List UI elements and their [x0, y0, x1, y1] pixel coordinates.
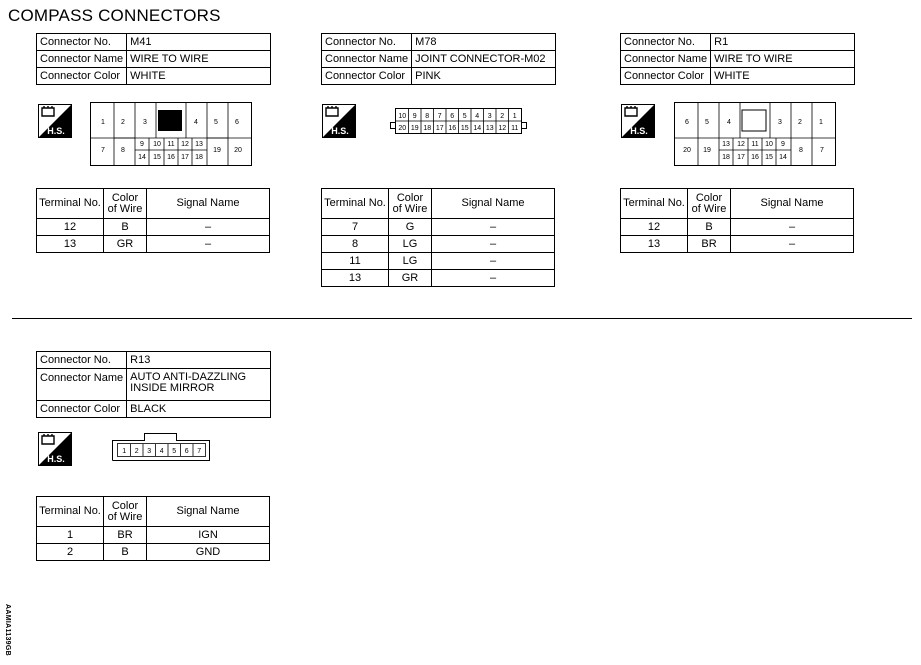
- table-row: [322, 219, 555, 236]
- pin-17: 17: [181, 154, 189, 161]
- pin-4: 4: [727, 119, 731, 126]
- terminal-table-r13: [36, 496, 270, 561]
- signal-name: –: [147, 236, 270, 253]
- pin-11: 11: [751, 141, 759, 148]
- connector-info-r13: [36, 351, 271, 418]
- pin-1: 1: [819, 119, 823, 126]
- signal-name: –: [432, 219, 555, 236]
- pin-18: 18: [195, 154, 203, 161]
- header-color-of-wire: Color of Wire: [104, 497, 147, 527]
- label-connector-no: Connector No.: [322, 34, 412, 51]
- table-row: [322, 236, 555, 253]
- table-row: [322, 253, 555, 270]
- pin-9: 9: [412, 113, 417, 120]
- pin-5: 5: [172, 448, 177, 455]
- wire-color: G: [389, 219, 432, 236]
- connector-no-value: M41: [127, 34, 271, 51]
- pin-6: 6: [450, 113, 455, 120]
- connector-name-value: WIRE TO WIRE: [711, 51, 855, 68]
- pin-15: 15: [460, 125, 469, 132]
- pin-8: 8: [121, 147, 125, 154]
- terminal-no: 7: [322, 219, 389, 236]
- label-connector-color: Connector Color: [37, 401, 127, 418]
- header-terminal-no: Terminal No.: [621, 189, 688, 219]
- header-terminal-no: Terminal No.: [37, 189, 104, 219]
- table-row: [322, 270, 555, 287]
- pin-7: 7: [101, 147, 105, 154]
- label-connector-no: Connector No.: [621, 34, 711, 51]
- pin-20: 20: [234, 147, 242, 154]
- pin-7: 7: [437, 113, 442, 120]
- header-color-of-wire: Color of Wire: [389, 189, 432, 219]
- pin-12: 12: [498, 125, 507, 132]
- harness-side-icon: [38, 104, 72, 138]
- pin-12: 12: [181, 141, 189, 148]
- pin-8: 8: [799, 147, 803, 154]
- harness-side-icon: [38, 432, 72, 466]
- connector-no-value: R13: [127, 352, 271, 369]
- pin-5: 5: [462, 113, 467, 120]
- connector-name-value: [127, 369, 271, 401]
- pin-2: 2: [121, 119, 125, 126]
- terminal-table-r1: [620, 188, 854, 253]
- label-connector-name: Connector Name: [621, 51, 711, 68]
- terminal-no: 8: [322, 236, 389, 253]
- connector-info-m41: [36, 33, 271, 85]
- wire-color: BR: [688, 236, 731, 253]
- pin-10: 10: [153, 141, 161, 148]
- wire-color: B: [688, 219, 731, 236]
- pin-16: 16: [167, 154, 175, 161]
- figure-code: AAMIA1139GB: [4, 604, 11, 656]
- connector-key: [158, 110, 182, 131]
- table-row: [37, 219, 270, 236]
- header-terminal-no: Terminal No.: [37, 497, 104, 527]
- pin-1: 1: [101, 119, 105, 126]
- label-connector-color: Connector Color: [322, 68, 412, 85]
- connector-color-value: PINK: [412, 68, 556, 85]
- pin-1: 1: [512, 113, 517, 120]
- pin-19: 19: [703, 147, 711, 154]
- signal-name: –: [432, 270, 555, 287]
- label-connector-no: Connector No.: [37, 352, 127, 369]
- harness-side-icon: [322, 104, 356, 138]
- wire-color: GR: [104, 236, 147, 253]
- pin-6: 6: [685, 119, 689, 126]
- connector-name-line: INSIDE MIRROR: [130, 382, 215, 394]
- pin-4: 4: [475, 113, 480, 120]
- terminal-no: 2: [37, 544, 104, 561]
- terminal-no: 13: [322, 270, 389, 287]
- connector-face-m78: [388, 106, 530, 136]
- pin-15: 15: [153, 154, 161, 161]
- terminal-no: 1: [37, 527, 104, 544]
- wire-color: LG: [389, 253, 432, 270]
- pin-6: 6: [235, 119, 239, 126]
- wire-color: B: [104, 544, 147, 561]
- hs-label: H.S.: [47, 454, 65, 464]
- section-divider: [12, 318, 912, 319]
- pin-14: 14: [138, 154, 146, 161]
- signal-name: –: [147, 219, 270, 236]
- terminal-table-m78: [321, 188, 555, 287]
- pin-3: 3: [487, 113, 492, 120]
- pin-11: 11: [167, 141, 175, 148]
- connector-color-value: BLACK: [127, 401, 271, 418]
- connector-info-r1: [620, 33, 855, 85]
- pin-2: 2: [134, 448, 139, 455]
- table-row: [37, 236, 270, 253]
- pin-13: 13: [722, 141, 730, 148]
- header-signal-name: Signal Name: [147, 497, 270, 527]
- signal-name: –: [731, 236, 854, 253]
- pin-18: 18: [722, 154, 730, 161]
- label-connector-color: Connector Color: [621, 68, 711, 85]
- pin-9: 9: [781, 141, 785, 148]
- pin-10: 10: [398, 113, 407, 120]
- connector-info-m78: [321, 33, 556, 85]
- pin-7: 7: [820, 147, 824, 154]
- pin-3: 3: [147, 448, 152, 455]
- pin-2: 2: [500, 113, 505, 120]
- pin-11: 11: [511, 125, 519, 132]
- pin-14: 14: [473, 125, 482, 132]
- pin-12: 12: [737, 141, 745, 148]
- signal-name: –: [432, 253, 555, 270]
- pin-15: 15: [765, 154, 773, 161]
- page-title: COMPASS CONNECTORS: [8, 6, 221, 25]
- pin-20: 20: [398, 125, 407, 132]
- pin-9: 9: [140, 141, 144, 148]
- connector-name-value: JOINT CONNECTOR-M02: [412, 51, 556, 68]
- label-connector-color: Connector Color: [37, 68, 127, 85]
- header-signal-name: Signal Name: [432, 189, 555, 219]
- table-row: [37, 527, 270, 544]
- pin-13: 13: [485, 125, 494, 132]
- header-color-of-wire: Color of Wire: [104, 189, 147, 219]
- connector-face-r13: [112, 431, 210, 461]
- header-color-of-wire: Color of Wire: [688, 189, 731, 219]
- wire-color: LG: [389, 236, 432, 253]
- pin-5: 5: [214, 119, 218, 126]
- connector-no-value: R1: [711, 34, 855, 51]
- wire-color: BR: [104, 527, 147, 544]
- table-row: [37, 544, 270, 561]
- wire-color: GR: [389, 270, 432, 287]
- connector-no-value: M78: [412, 34, 556, 51]
- hs-label: H.S.: [47, 126, 65, 136]
- pin-1: 1: [122, 448, 127, 455]
- pin-20: 20: [683, 147, 691, 154]
- pin-14: 14: [779, 154, 787, 161]
- terminal-no: 11: [322, 253, 389, 270]
- connector-name-line: AUTO ANTI-DAZZLING: [130, 371, 247, 383]
- wire-color: B: [104, 219, 147, 236]
- pin-8: 8: [425, 113, 430, 120]
- header-signal-name: Signal Name: [147, 189, 270, 219]
- signal-name: IGN: [147, 527, 270, 544]
- pin-16: 16: [751, 154, 759, 161]
- connector-color-value: WHITE: [127, 68, 271, 85]
- connector-key: [742, 110, 766, 131]
- pin-4: 4: [159, 448, 164, 455]
- table-row: [621, 219, 854, 236]
- pin-17: 17: [737, 154, 745, 161]
- hs-label: H.S.: [630, 126, 648, 136]
- connector-face-m41: [90, 102, 252, 166]
- harness-side-icon: [621, 104, 655, 138]
- pin-17: 17: [435, 125, 444, 132]
- pin-5: 5: [705, 119, 709, 126]
- table-row: [621, 236, 854, 253]
- terminal-no: 13: [37, 236, 104, 253]
- terminal-table-m41: [36, 188, 270, 253]
- hs-label: H.S.: [331, 126, 349, 136]
- terminal-no: 13: [621, 236, 688, 253]
- label-connector-name: Connector Name: [37, 369, 127, 401]
- pin-3: 3: [143, 119, 147, 126]
- signal-name: GND: [147, 544, 270, 561]
- pin-16: 16: [448, 125, 457, 132]
- pin-3: 3: [778, 119, 782, 126]
- connector-name-value: WIRE TO WIRE: [127, 51, 271, 68]
- connector-color-value: WHITE: [711, 68, 855, 85]
- label-connector-name: Connector Name: [322, 51, 412, 68]
- header-terminal-no: Terminal No.: [322, 189, 389, 219]
- pin-4: 4: [194, 119, 198, 126]
- pin-19: 19: [213, 147, 221, 154]
- signal-name: –: [432, 236, 555, 253]
- header-signal-name: Signal Name: [731, 189, 854, 219]
- pin-2: 2: [798, 119, 802, 126]
- pin-13: 13: [195, 141, 203, 148]
- signal-name: –: [731, 219, 854, 236]
- pin-10: 10: [765, 141, 773, 148]
- pin-6: 6: [184, 448, 189, 455]
- label-connector-no: Connector No.: [37, 34, 127, 51]
- terminal-no: 12: [621, 219, 688, 236]
- connector-face-r1: [674, 102, 836, 166]
- label-connector-name: Connector Name: [37, 51, 127, 68]
- pin-7: 7: [197, 448, 202, 455]
- pin-18: 18: [423, 125, 432, 132]
- terminal-no: 12: [37, 219, 104, 236]
- pin-19: 19: [410, 125, 419, 132]
